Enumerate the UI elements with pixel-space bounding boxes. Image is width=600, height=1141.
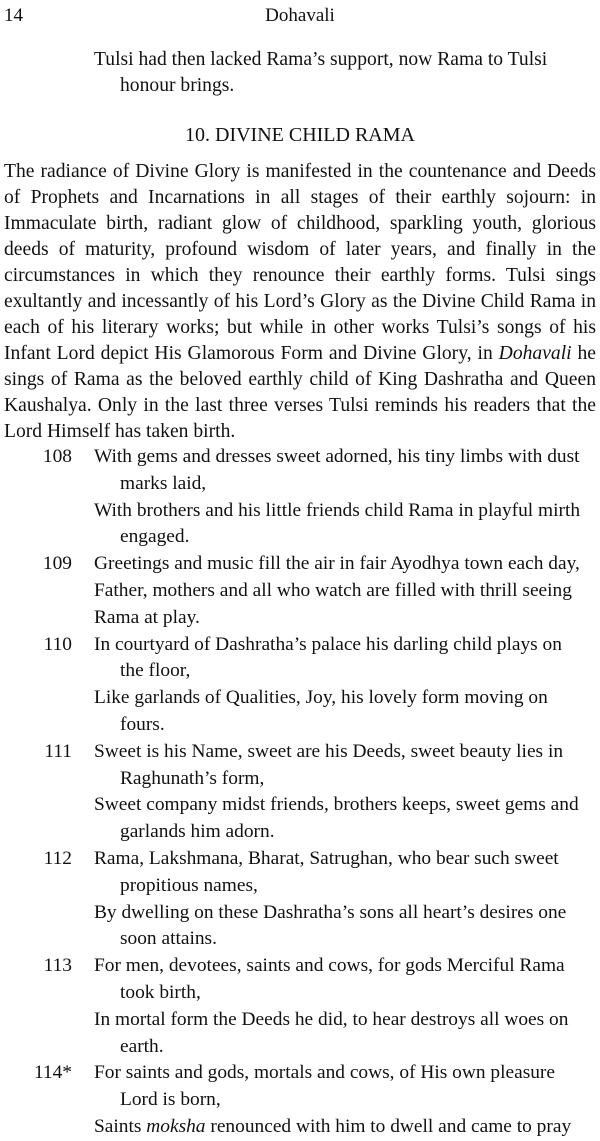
verse-item — [0, 1060, 600, 1140]
verse-number: 109 — [42, 553, 72, 575]
body-paragraph — [4, 159, 596, 445]
verse-item — [0, 846, 600, 953]
paragraph-italic-title: Dohavali — [498, 343, 572, 364]
verse-lines — [94, 444, 600, 551]
section-title: 10. DIVINE CHILD RAMA — [185, 124, 415, 146]
verse-lines — [94, 846, 600, 953]
verse-line: took birth, — [120, 981, 201, 1003]
verse-line: Greetings and music fill the air in fair Ayodhya town each day, — [94, 553, 580, 575]
verse-item — [0, 551, 600, 631]
verse-line: garlands him adorn. — [120, 821, 275, 843]
verse-line: For saints and gods, mortals and cows, of His own pleasure — [94, 1062, 556, 1084]
verse-line: With brothers and his little friends child Rama in playful mirth — [94, 499, 581, 521]
page-header — [0, 5, 600, 31]
verse-line: fours. — [120, 713, 165, 735]
verse-line: Rama, Lakshmana, Bharat, Satrughan, who bear such sweet — [94, 847, 559, 869]
verse-line: the floor, — [120, 660, 191, 682]
verse-item — [0, 953, 600, 1060]
verse-line-text: Saints — [94, 1115, 147, 1137]
intro-line-2: honour brings. — [120, 75, 235, 96]
verse-line: In mortal form the Deeds he did, to hear destroys all woes on — [94, 1008, 569, 1030]
verse-line: soon attains. — [120, 928, 217, 950]
verse-line: Like garlands of Qualities, Joy, his lovely form moving on — [94, 687, 548, 709]
paragraph-text-b: he sings of Rama as the beloved earthly child of King Dashratha and Queen Kaushalya. Only in the last three verses Tulsi reminds his readers that the Lord Himself has taken birth. — [4, 343, 596, 442]
verse-line: Raghunath’s form, — [120, 767, 265, 789]
verse-line: By dwelling on these Dashratha’s sons all heart’s desires one — [94, 901, 567, 923]
verse-line: In courtyard of Dashratha’s palace his darling child plays on — [94, 633, 562, 655]
paragraph-text-a: The radiance of Divine Glory is manifested in the countenance and Deeds of Prophets and Incarnations in all stages of their earthly sojourn: in Immaculate birth, radiant glow of childhood, sparkling youth, glorious deeds of maturity, profound wisdom of later years, and finally in the circumstances in which they renounce their earthly forms. Tulsi sings exultantly and incessantly of his Lord’s Glory as the Divine Child Rama in each of his literary works; but while in other works Tulsi’s songs of his Infant Lord depict His Glamorous Form and Divine Glory, in — [4, 161, 596, 364]
verse-line: For men, devotees, saints and cows, for gods Merciful Rama — [94, 955, 565, 977]
verse-number: 110 — [43, 633, 72, 655]
verse-line: earth. — [120, 1035, 164, 1057]
page-number: 14 — [4, 5, 23, 26]
intro-couplet — [94, 47, 594, 99]
verse-number: 111 — [44, 740, 72, 762]
verse-lines — [94, 1060, 600, 1140]
intro-line-1: Tulsi had then lacked Rama’s support, now Rama to Tulsi — [94, 49, 548, 70]
verse-number: 112 — [43, 847, 72, 869]
verse-line: Sweet company midst friends, brothers keeps, sweet gems and — [94, 794, 579, 816]
verse-number: 108 — [42, 446, 72, 467]
verse-list — [0, 444, 600, 1141]
verse-line: Rama at play. — [94, 606, 200, 628]
verse-number: 114* — [33, 1062, 72, 1084]
verse-line-text: renounced with him to dwell and came to pray — [205, 1115, 572, 1137]
verse-line: With gems and dresses sweet adorned, his tiny limbs with dust — [94, 446, 580, 467]
verse-lines — [94, 953, 600, 1060]
verse-lines — [94, 632, 600, 739]
verse-line: propitious names, — [120, 874, 258, 896]
verse-line: marks laid, — [120, 472, 207, 494]
running-head: Dohavali — [265, 5, 335, 26]
verse-line: Lord is born, — [120, 1089, 221, 1111]
verse-line-italic: moksha — [146, 1115, 206, 1137]
verse-item — [0, 632, 600, 739]
verse-item — [0, 739, 600, 846]
verse-line: Sweet is his Name, sweet are his Deeds, sweet beauty lies in — [94, 740, 564, 762]
verse-line: engaged. — [120, 526, 190, 548]
verse-line — [94, 1114, 596, 1141]
verse-lines — [94, 739, 600, 846]
verse-lines — [94, 551, 600, 631]
verse-number: 113 — [43, 955, 72, 977]
verse-item — [0, 444, 600, 551]
verse-line: Father, mothers and all who watch are filled with thrill seeing — [94, 579, 572, 601]
